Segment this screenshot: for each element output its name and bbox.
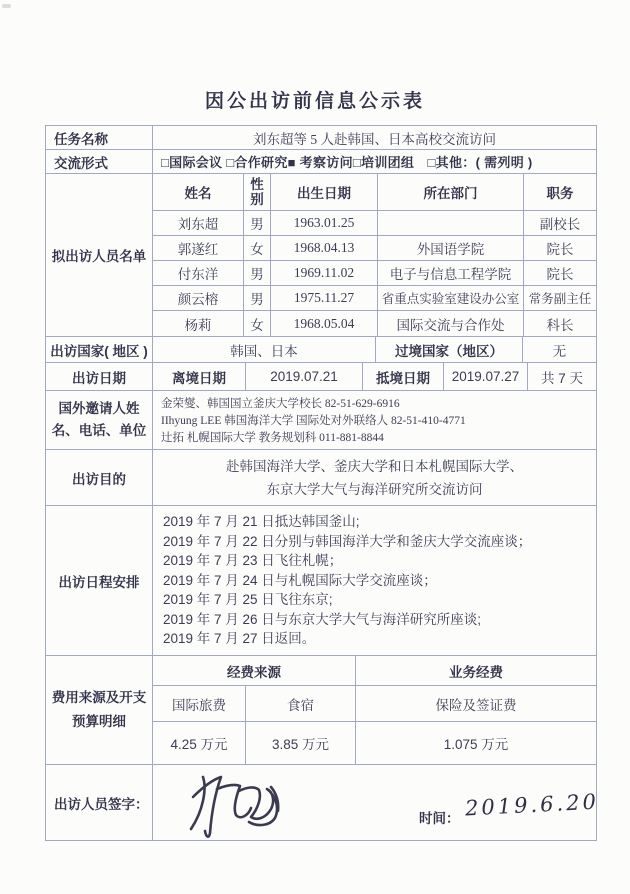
trip-purpose-label: 出访目的 (46, 450, 153, 505)
person-name: 杨莉 (153, 311, 244, 336)
foreign-inviters-label (46, 391, 153, 449)
personnel-row-2 (153, 236, 596, 261)
intl-travel-value: 4.25 万元 (153, 722, 246, 764)
col-header-name: 姓名 (153, 174, 244, 210)
destination-value: 韩国、日本 (153, 337, 376, 362)
person-position: 院长 (546, 267, 574, 282)
person-department: 电子与信息工程学院 (378, 261, 524, 285)
person-position: 科长 (546, 317, 574, 333)
col-header-gender (244, 174, 271, 210)
person-name: 郭遂红 (153, 236, 244, 260)
task-name-value: 刘东超等 5 人赴韩国、日本高校交流访问 (253, 131, 496, 147)
trip-duration: 共 7 天 (540, 370, 583, 386)
itinerary-line: 2019 年 7 月 27 日返回。 (163, 631, 316, 646)
business-funds-header: 业务经费 (449, 664, 503, 680)
itinerary-line: 2019 年 7 月 26 日与东京大学大气与海洋研究所座谈; (163, 611, 482, 627)
time-label: 时间： (419, 811, 460, 826)
person-department: 外国语学院 (378, 236, 524, 260)
person-birthdate: 1969.11.02 (271, 261, 378, 285)
destination-label: 出访国家( 地区 ) (46, 337, 153, 362)
foreign-inviters-row (46, 391, 596, 450)
budget-table (153, 656, 596, 764)
person-gender: 女 (244, 311, 271, 336)
personnel-row-4 (153, 286, 596, 311)
signature-row (46, 765, 600, 840)
departure-date-label: 离境日期 (153, 363, 246, 390)
budget-label (46, 656, 153, 764)
col-header-birthdate: 出生日期 (271, 174, 378, 210)
disclosure-form-table (45, 125, 600, 841)
col-header-position: 职务 (546, 186, 574, 201)
person-department (378, 211, 524, 235)
insurance-visa-label: 保险及签证费 (435, 697, 517, 713)
col-header-department: 所在部门 (378, 174, 524, 210)
personnel-row-5 (153, 311, 596, 336)
person-birthdate: 1968.04.13 (271, 236, 378, 260)
personnel-row-1 (153, 211, 596, 236)
signature-area (153, 765, 600, 840)
person-birthdate: 1963.01.25 (271, 211, 378, 235)
person-gender: 男 (244, 211, 271, 235)
handwritten-signature (183, 767, 293, 839)
person-position: 常务副主任 (528, 292, 592, 306)
board-lodging-value: 3.85 万元 (246, 722, 356, 764)
personnel-header-row (153, 174, 596, 211)
person-name: 付东洋 (153, 261, 244, 285)
budget-section (46, 656, 596, 765)
personnel-section (46, 174, 596, 337)
inviters-label-line2: 名、电话、单位 (51, 423, 147, 438)
budget-subheader-row (153, 686, 596, 722)
person-department: 国际交流与合作处 (378, 311, 524, 336)
transit-value: 无 (552, 343, 567, 359)
arrival-date-label: 抵境日期 (363, 363, 444, 390)
signature-label: 出访人员签字： (46, 765, 153, 840)
itinerary-line: 2019 年 7 月 22 日分别与韩国海洋大学和釜庆大学交流座谈； (163, 533, 532, 549)
person-gender: 女 (244, 236, 271, 260)
person-position: 院长 (546, 242, 574, 257)
itinerary-line: 2019 年 7 月 23 日飞往札幌； (163, 553, 343, 568)
budget-label-line2: 预算明细 (72, 714, 126, 729)
insurance-visa-value: 1.075 万元 (443, 737, 509, 752)
destination-countries-row (46, 337, 596, 363)
trip-dates-row (46, 363, 596, 391)
person-name: 颜云榕 (153, 286, 244, 310)
departure-date-value: 2019.07.21 (246, 363, 363, 390)
board-lodging-label: 食宿 (246, 686, 356, 721)
itinerary-content (153, 506, 596, 655)
trip-purpose-row (46, 450, 596, 506)
inviters-label-line1: 国外邀请人姓 (58, 401, 140, 416)
person-birthdate: 1968.05.04 (271, 311, 378, 336)
inviter-line: IIhyung LEE 韩国海洋大学 国际处对外联络人 82-51-410-4771 (161, 415, 466, 427)
budget-values-row (153, 722, 596, 764)
task-name-row (46, 126, 596, 150)
task-name-label: 任务名称 (46, 126, 153, 149)
personnel-table (153, 174, 596, 336)
exchange-type-row (46, 150, 596, 174)
purpose-line: 东京大学大气与海洋研究所交流访问 (266, 481, 483, 497)
page-title: 因公出访前信息公示表 (204, 91, 425, 112)
inviter-line: 金荣燮、韩国国立釜庆大学校长 82-51-629-6916 (161, 398, 400, 410)
itinerary-row (46, 506, 596, 656)
person-name: 刘东超 (153, 211, 244, 235)
person-position: 副校长 (539, 217, 581, 232)
purpose-line: 赴韩国海洋大学、釜庆大学和日本札幌国际大学、 (226, 458, 523, 474)
exchange-type-label: 交流形式 (46, 150, 153, 173)
person-gender: 男 (244, 286, 271, 310)
inviter-line: 辻拓 札幌国际大学 教务规划科 011-881-8844 (161, 432, 384, 444)
arrival-date-value: 2019.07.27 (444, 363, 528, 390)
funding-source-header: 经费来源 (153, 656, 356, 685)
scan-artifact (2, 4, 11, 8)
itinerary-line: 2019 年 7 月 24 日与札幌国际大学交流座谈； (163, 572, 437, 588)
budget-label-line1: 费用来源及开支 (51, 690, 147, 705)
itinerary-label: 出访日程安排 (46, 506, 153, 655)
intl-travel-label: 国际旅费 (153, 686, 246, 721)
trip-dates-label: 出访日期 (46, 363, 153, 390)
foreign-inviters-content (153, 391, 596, 449)
gender-header-line1: 性 (250, 177, 264, 192)
person-department: 省重点实验室建设办公室 (378, 286, 524, 310)
person-birthdate: 1975.11.27 (271, 286, 378, 310)
handwritten-date: 2019.6.20 (464, 789, 600, 821)
budget-header-row (153, 656, 596, 686)
personnel-label: 拟出访人员名单 (46, 174, 153, 336)
gender-header-line2: 别 (250, 192, 264, 207)
person-gender: 男 (244, 261, 271, 285)
exchange-type-checkboxes: □国际会议 □合作研究■ 考察访问□培训团组 □其他：( 需列明 ) (161, 155, 533, 170)
personnel-row-3 (153, 261, 596, 286)
itinerary-line: 2019 年 7 月 25 日飞往东京; (163, 592, 333, 607)
trip-purpose-content (153, 450, 596, 505)
transit-label: 过境国家（地区） (376, 337, 523, 362)
itinerary-line: 2019 年 7 月 21 日抵达韩国釜山; (163, 514, 360, 529)
